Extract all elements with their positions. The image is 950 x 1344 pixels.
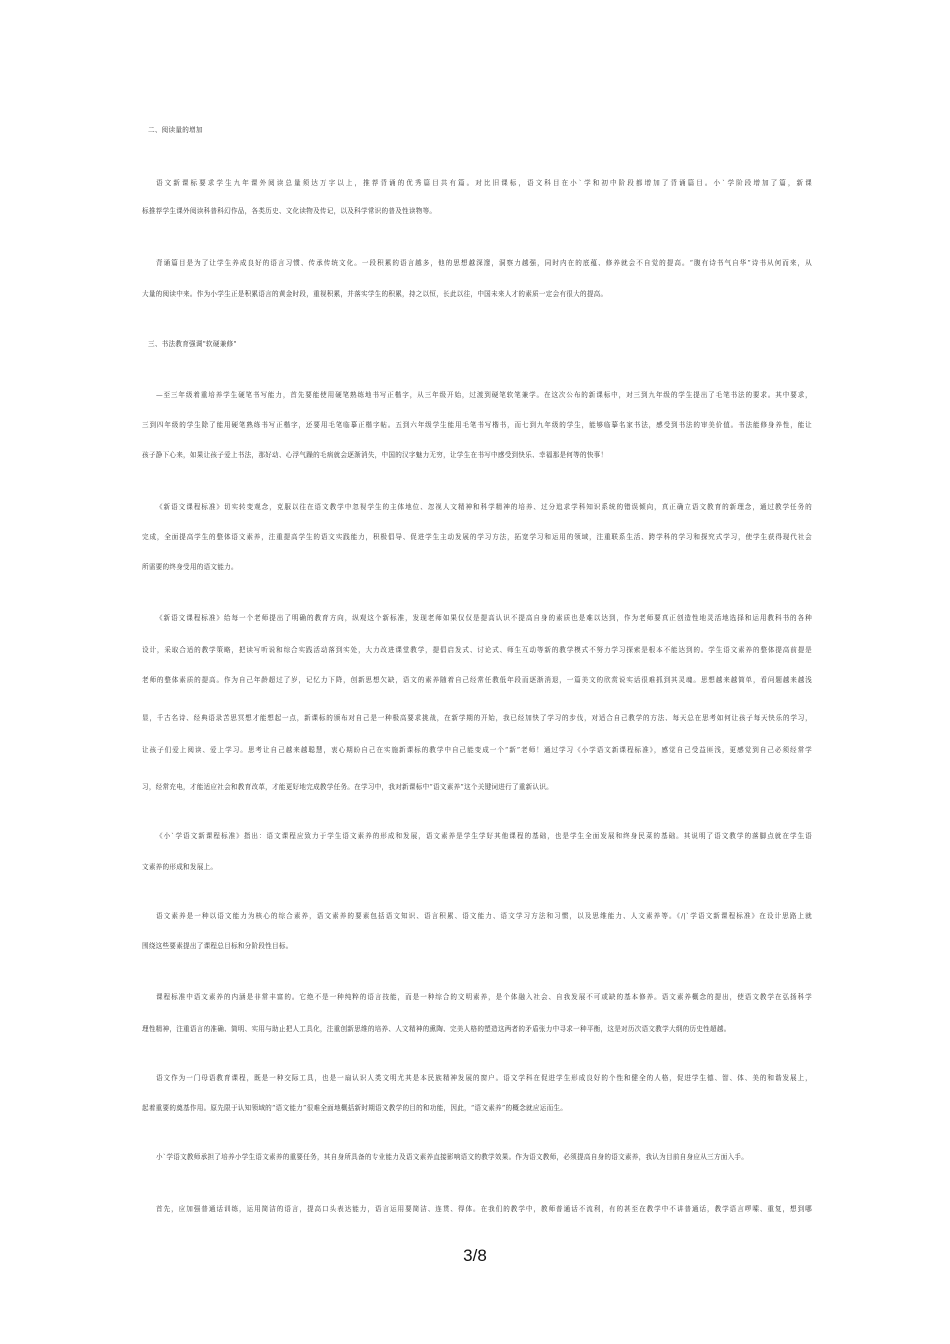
paragraph-line: 大量的阅读中来。作为小学生正是积累语言的黄金时段，重视积累，并落实学生的积累，持之以恒，长此以往，中国未来人才的素质一定会有很大的提高。 (142, 290, 608, 298)
paragraph-line: 背诵篇目是为了让学生养成良好的语言习惯、传承传统文化。一段积累的语言越多，他的思想越深邃，洞察力越强，同时内在的底蕴、修养就会不自觉的提高。“腹有诗书气自华”诗书从何而来，从 (156, 259, 812, 267)
paragraph-line: 围绕这些要素提出了课程总目标和分阶段性目标。 (142, 942, 293, 950)
paragraph-line: 孩子静下心来，如果让孩子爱上书法，那好动、心浮气躁的毛病就会逐渐消失，中国的汉字魅力无穷，让学生在书写中感受到快乐、幸福那是何等的快事！ (142, 451, 608, 459)
paragraph-line: 三到四年级的学生除了能用硬笔熟练书写正楷字，还要用毛笔临摹正楷字帖。五到六年级学生能用毛笔书写楷书，而七到九年级的学生，能够临摹名家书法，感受到书法的审美价值。书法能修身养性，能让 (142, 421, 812, 429)
paragraph-line: 让孩子们爱上阅读、爱上学习。思考让自己越来越聪慧，衷心期盼自己在实施新课标的教学中自己能变成一个“新”老师！通过学习《小学语文新课程标准》，感觉自己受益匪浅，更感觉到自己必须经常学 (142, 746, 812, 754)
paragraph-line: 理性精神，注重语言的准确、简明、实用与助止把人工具化，注重创新思维的培养、人文精神的熏陶、完美人格的塑造这两者的矛盾张力中寻求一种平衡，这是对历次语文教学大纲的历史性超越。 (142, 1025, 731, 1033)
paragraph-line: 所需要的终身受用的语文能力。 (142, 563, 238, 571)
paragraph-line: 显，千古名诗、经典语录苦思冥想才能想起一点，新课标的颁布对自己是一种极高要求挑战，在新学期的开始，我已经加快了学习的步伐，对适合自己教学的方法、每天总在思考如何让孩子每天快乐的学习， (142, 714, 812, 722)
section-heading-reading: 二、阅读量的增加 (148, 126, 203, 134)
paragraph-line: 起着重要的奠基作用。原先限于认知领域的“语文能力”很难全面地概括新时期语文教学的目的和功能，因此，“语文素养”的概念就应运而生。 (142, 1104, 568, 1112)
paragraph-line: 老师的整体素质的提高。作为自己年龄超过了岁，记忆力下降，创新思想欠缺，语文的素养随着自己经常任教低年段而逐渐消退，一篇美文的欣赏说实话很难抓到其灵魂。思想越来越简单，看问题越来越浅 (142, 676, 812, 684)
paragraph-line: 习，经常充电，才能适应社会和教育改革，才能更好地完成教学任务。在学习中，我对新课标中“语文素养”这个关键词进行了重新认识。 (142, 783, 554, 791)
paragraph-line: 设计，采取合适的教学策略，把读写听说和综合实践活动落到实处，大力改进课堂教学，提倡启发式、讨论式、师生互动等新的教学模式不努力学习探索是根本不能达到的。学生语文素养的整体提高前提是 (142, 646, 812, 654)
page-number: 3/8 (463, 1246, 487, 1265)
section-heading-calligraphy: 三、书法教育强调"软硬兼修" (148, 340, 237, 348)
paragraph-line: 首先，应加强普通话训练，运用简洁的语言，提高口头表达能力，语言运用要简洁、连贯、得体。在我们的教学中，教师普通话不流利，有的甚至在教学中不讲普通话，教学语言啰嗦、重复，想到哪 (156, 1205, 812, 1213)
paragraph-line: 完成，全面提高学生的整体语文素养，注重提高学生的语文实践能力，积极倡导、促进学生主动发展的学习方法，拓宽学习和运用的领域，注重联系生活、跨学科的学习和探究式学习，使学生获得现代社会 (142, 533, 812, 541)
paragraph-line: 《小`学语文新课程标准》指出：语文课程应致力于学生语文素养的形成和发展，语文素养是学生学好其他课程的基础，也是学生全面发展和终身民菜的基础。其说明了语文教学的落脚点就在学生语 (156, 832, 812, 840)
paragraph-line: 标推荐学生课外阅读科普科幻作品，各类历史、文化读物及传记，以及科学常识的普及性读物等。 (142, 207, 437, 215)
paragraph-line: 小`学语文教师承担了培养小学生语文素养的重要任务，其自身所具备的专业能力及语文素养直接影响语文的教学效果。作为语文教师，必须提高自身的语文素养，我认为目前自身应从三方面入手。 (156, 1153, 749, 1161)
paragraph-line: 课程标准中语文素养的内涵是非常丰富的。它绝不是一种纯粹的语言技能，而是一种综合的文明素养，是个体融入社会、自我发展不可或缺的基本修养。语文素养概念的提出，使语文教学在弘扬科学 (156, 993, 812, 1001)
paragraph-line: 语文作为一门母语教育课程，既是一种交际工具，也是一扇认识人类文明尤其是本民族精神发展的窗户。语文学科在促进学生形成良好的个性和健全的人格，促进学生德、智、体、美的和谐发展上， (156, 1074, 812, 1082)
paragraph-line: 文素养的形成和发展上。 (142, 863, 218, 871)
paragraph-line: 《新语文课程标准》切实转变观念，克服以往在语文教学中忽视学生的主体地位、忽视人文精神和科学精神的培养、过分追求学科知识系统的错误倾向，真正确立语文教育的新理念，通过教学任务的 (156, 503, 812, 511)
paragraph-line: 语文新课标要求学生九年课外阅读总量须达万字以上，推荐背诵的优秀篇目共有篇。对比旧课标，语文科目在小`学和初中阶段都增加了背诵篇目。小`学阶段增加了篇，新课 (156, 179, 812, 187)
paragraph-line: 语文素养是一种以语文能力为核心的综合素养，语文素养的要素包括语文知识、语言积累、语文能力、语文学习方法和习惯，以及思维能力、人文素养等。《/|`学语文新课程标准》在设计思路上就 (156, 912, 812, 920)
paragraph-line: 《新语文课程标准》给每一个老师提出了明确的教育方向，纵观这个新标准，发现老师如果仅仅是提高认识不提高自身的素质也是难以达到，作为老师要真正创造性地灵活地选择和运用教科书的各种 (156, 614, 812, 622)
paragraph-line: —至三年级着重培养学生硬笔书写能力，首先要能使用硬笔熟练地书写正楷字，从三年级开始，过渡到硬笔软笔兼学。在这次公布的新课标中，对三到九年级的学生提出了毛笔书法的要求。其中要求， (156, 391, 812, 399)
